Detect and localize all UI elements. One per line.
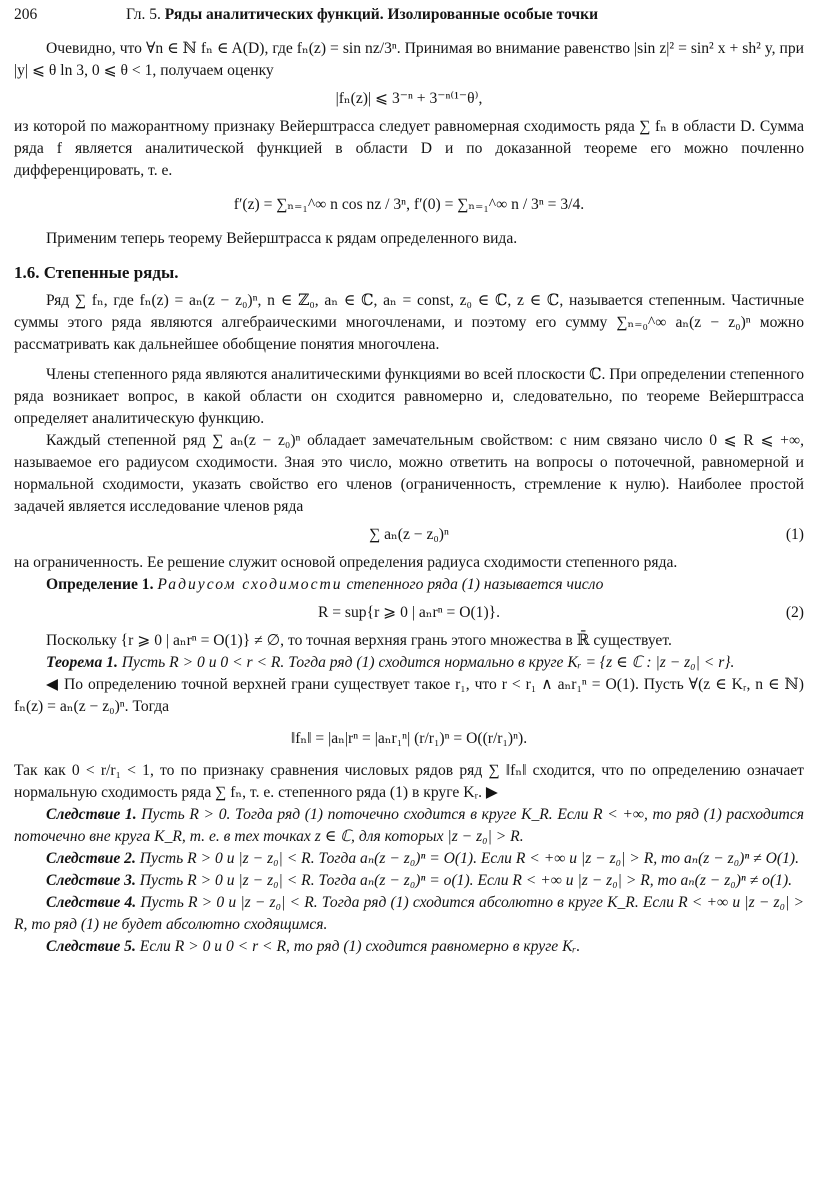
theorem-1 xyxy=(14,652,804,674)
definition-term: Радиусом сходимости xyxy=(157,576,343,593)
definition-1 xyxy=(14,574,804,596)
corollary-2 xyxy=(14,848,804,870)
corollary-4-label: Следствие 4. xyxy=(46,894,137,911)
paragraph-5: Члены степенного ряда являются аналитическими функциями во всей плоскости ℂ. При определении степенного ряда возникает вопрос, в какой области он сходится равномерно и, следовательно, по теореме Вейерштрасса определяет аналитическую функцию. xyxy=(14,366,804,427)
corollary-4-text: Пусть R > 0 и |z − z₀| < R. Тогда ряд (1) сходится абсолютно в круге K_R. Если R < +∞ и |z − z₀| > R, то ряд (1) не будет абсолютно сходящимся. xyxy=(14,894,804,933)
proof-start: ◀ По определению точной верхней грани существует такое r₁, что r < r₁ ∧ aₙr₁ⁿ = O(1). Пусть ∀(z ∈ Kᵣ, n ∈ ℕ) fₙ(z) = aₙ(z − z₀)ⁿ. Тогда xyxy=(14,676,804,715)
formula-estimate: |fₙ(z)| ⩽ 3⁻ⁿ + 3⁻ⁿ⁽¹⁻θ⁾, xyxy=(335,90,483,107)
chapter-label: Гл. 5. xyxy=(126,6,161,23)
theorem-text: Пусть R > 0 и 0 < r < R. Тогда ряд (1) сходится нормально в круге Kᵣ = {z ∈ ℂ : |z − z₀| < r}. xyxy=(121,654,735,671)
chapter-title: Ряды аналитических функций. Изолированные особые точки xyxy=(164,6,598,23)
formula-radius-body: R = sup{r ⩾ 0 | aₙrⁿ = O(1)}. xyxy=(317,604,501,621)
formula-series-body: ∑ aₙ(z − z₀)ⁿ xyxy=(369,526,449,543)
paragraph-4: Ряд ∑ fₙ, где fₙ(z) = aₙ(z − z₀)ⁿ, n ∈ ℤ₀, aₙ ∈ ℂ, aₙ = const, z₀ ∈ ℂ, z ∈ ℂ, называется степенным. Частичные суммы этого ряда являются алгебраическими многочленами, и поэтому его сумму ∑ₙ₌₀^∞ aₙ(z − z₀)ⁿ можно рассматривать как дальнейшее обобщение понятия многочлена. xyxy=(14,292,804,353)
corollary-1 xyxy=(14,804,804,848)
paragraph-3: Применим теперь теорему Вейерштрасса к рядам определенного вида. xyxy=(46,230,518,247)
formula-derivative: f′(z) = ∑ₙ₌₁^∞ n cos nz / 3ⁿ, f′(0) = ∑ₙ₌₁^∞ n / 3ⁿ = 3/4. xyxy=(233,196,585,213)
paragraph-6: Каждый степенной ряд ∑ aₙ(z − z₀)ⁿ обладает замечательным свойством: с ним связано число 0 ⩽ R ⩽ +∞, называемое его радиусом сходимости. Зная это число, можно ответить на вопросы о поточечной, равномерной и нормальной сходимости, указать свойство его членов (ограниченность, стремление к нулю). Наиболее простой задачей является исследование членов ряда xyxy=(14,432,804,515)
definition-text: степенного ряда (1) называется число xyxy=(346,576,604,593)
corollary-4 xyxy=(14,892,804,936)
header-title xyxy=(126,4,598,26)
paragraph-8: Поскольку {r ⩾ 0 | aₙrⁿ = O(1)} ≠ ∅, то точная верхняя грань этого множества в ℝ̄ существует. xyxy=(46,632,672,649)
definition-label: Определение 1. xyxy=(46,576,154,593)
corollary-5 xyxy=(14,936,804,958)
page-body xyxy=(14,38,804,958)
equation-number-2: (2) xyxy=(785,604,804,621)
formula-series xyxy=(14,524,804,546)
formula-radius xyxy=(14,602,804,624)
corollary-3 xyxy=(14,870,804,892)
corollary-5-label: Следствие 5. xyxy=(46,938,136,955)
paragraph-10: Так как 0 < r/r₁ < 1, то по признаку сравнения числовых рядов ряд ∑ ‖fₙ‖ сходится, что по определению означает нормальную сходимость ряда ∑ fₙ, т. е. степенного ряда (1) в круге Kᵣ. ▶ xyxy=(14,762,804,801)
corollary-3-text: Пусть R > 0 и |z − z₀| < R. Тогда aₙ(z − z₀)ⁿ = o(1). Если R < +∞ и |z − z₀| > R, то aₙ(z − z₀)ⁿ ≠ o(1). xyxy=(139,872,793,889)
theorem-label: Теорема 1. xyxy=(46,654,118,671)
corollary-2-label: Следствие 2. xyxy=(46,850,136,867)
running-header xyxy=(14,4,802,28)
formula-norm: ‖fₙ‖ = |aₙ|rⁿ = |aₙr₁ⁿ| (r/r₁)ⁿ = O((r/r₁)ⁿ). xyxy=(290,730,528,747)
paragraph-2: из которой по мажорантному признаку Вейерштрасса следует равномерная сходимость ряда ∑ fₙ в области D. Сумма ряда f является аналитической функцией в области D и по доказанной теореме его можно почленно дифференцировать, т. е. xyxy=(14,118,804,179)
page-number: 206 xyxy=(14,6,38,23)
section-heading: 1.6. Степенные ряды. xyxy=(14,263,179,282)
corollary-1-text: Пусть R > 0. Тогда ряд (1) поточечно сходится в круге K_R. Если R < +∞, то ряд (1) расходится поточечно вне круга K_R, т. е. в тех точках z ∈ ℂ, для которых |z − z₀| > R. xyxy=(14,806,804,845)
equation-number-1: (1) xyxy=(785,526,804,543)
corollary-1-label: Следствие 1. xyxy=(46,806,137,823)
corollary-3-label: Следствие 3. xyxy=(46,872,136,889)
paragraph-7: на ограниченность. Ее решение служит основой определения радиуса сходимости степенного ряда. xyxy=(14,554,678,571)
paragraph-1: Очевидно, что ∀n ∈ ℕ fₙ ∈ A(D), где fₙ(z) = sin nz/3ⁿ. Принимая во внимание равенство |sin z|² = sin² x + sh² y, при |y| ⩽ θ ln 3, 0 ⩽ θ < 1, получаем оценку xyxy=(14,40,804,79)
corollary-5-text: Если R > 0 и 0 < r < R, то ряд (1) сходится равномерно в круге Kᵣ. xyxy=(139,938,581,955)
corollary-2-text: Пусть R > 0 и |z − z₀| < R. Тогда aₙ(z − z₀)ⁿ = O(1). Если R < +∞ и |z − z₀| > R, то aₙ(z − z₀)ⁿ ≠ O(1). xyxy=(139,850,799,867)
